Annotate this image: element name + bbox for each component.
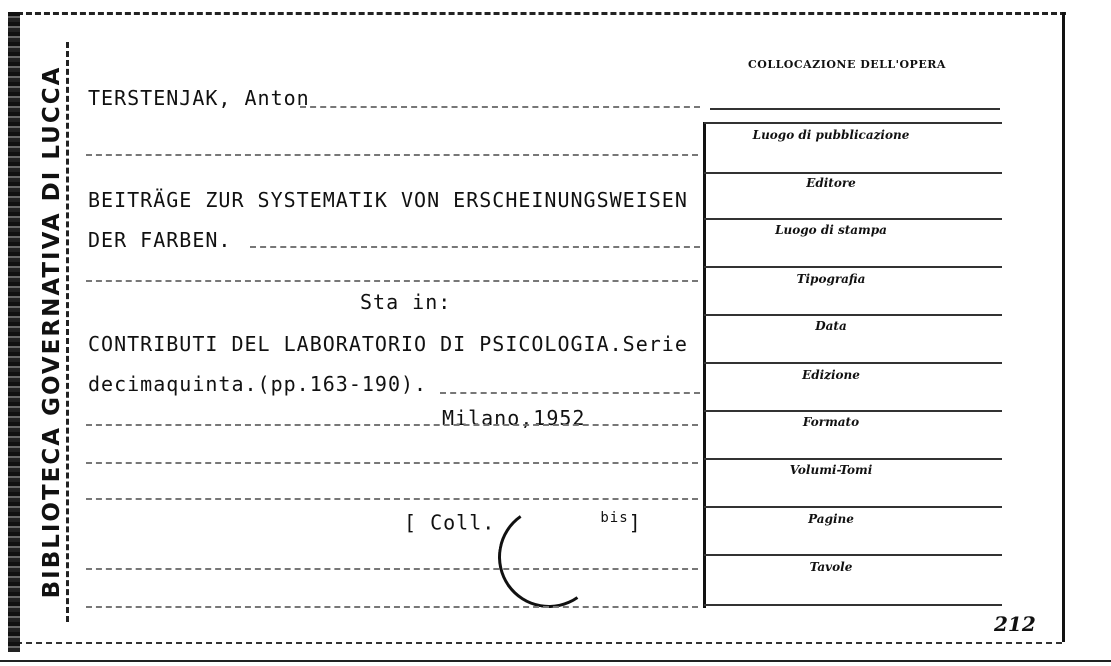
blank-line: [86, 154, 698, 156]
field-editore: Editore: [806, 176, 856, 190]
form-rule: [704, 410, 1002, 412]
source-line-1: CONTRIBUTI DEL LABORATORIO DI PSICOLOGIA.Serie: [88, 332, 688, 356]
field-tavole: Tavole: [809, 560, 853, 574]
blank-line: [86, 424, 698, 426]
form-rule: [704, 122, 1002, 124]
title-line-2: DER FARBEN.: [88, 228, 232, 252]
collection-close: ]: [628, 510, 642, 535]
form-rule: [704, 218, 1002, 220]
title-line-1: BEITRÄGE ZUR SYSTEMATIK VON ERSCHEINUNGSWEISEN: [88, 188, 688, 212]
library-name: BIBLIOTECA GOVERNATIVA DI LUCCA: [39, 65, 65, 599]
form-divider: [703, 122, 706, 608]
blank-line: [86, 462, 698, 464]
handwritten-number: 212: [994, 612, 1036, 636]
in-label: Sta in:: [360, 290, 452, 314]
card-left-edge: [8, 12, 20, 652]
blank-line: [86, 606, 698, 608]
card-top-border: [8, 12, 1066, 15]
form-rule: [704, 554, 1002, 556]
field-pagine: Pagine: [808, 512, 854, 526]
field-luogo-pubblicazione: Luogo di pubblicazione: [752, 128, 910, 142]
form-rule: [704, 506, 1002, 508]
source-line: [440, 392, 700, 394]
card-bottom-edge: [0, 660, 1111, 662]
author: TERSTENJAK, Anton: [88, 86, 310, 110]
form-rule: [704, 362, 1002, 364]
blank-line: [86, 280, 698, 282]
form-rule: [704, 172, 1002, 174]
field-edizione: Edizione: [802, 368, 860, 382]
field-volumi-tomi: Volumi-Tomi: [789, 463, 873, 477]
form-rule: [704, 266, 1002, 268]
blank-line: [86, 568, 698, 570]
place-date: Milano,1952: [442, 406, 586, 430]
collection-open: [ Coll.: [404, 510, 496, 535]
left-margin-line: [66, 42, 69, 622]
field-tipografia: Tipografia: [796, 272, 866, 286]
card-bottom-border: [16, 642, 1062, 644]
blank-line: [86, 498, 698, 500]
field-formato: Formato: [802, 415, 860, 429]
title-line: [250, 246, 700, 248]
form-rule: [704, 458, 1002, 460]
form-rule: [704, 314, 1002, 316]
field-data: Data: [815, 319, 847, 333]
source-line-2: decimaquinta.(pp.163-190).: [88, 372, 428, 396]
field-luogo-stampa: Luogo di stampa: [775, 223, 887, 237]
form-rule: [710, 108, 1000, 110]
author-line: [300, 106, 700, 108]
form-header: COLLOCAZIONE DELL'OPERA: [748, 58, 946, 71]
card-right-border: [1062, 12, 1065, 642]
collection-sup: bis: [600, 510, 629, 526]
form-rule: [704, 604, 1002, 606]
